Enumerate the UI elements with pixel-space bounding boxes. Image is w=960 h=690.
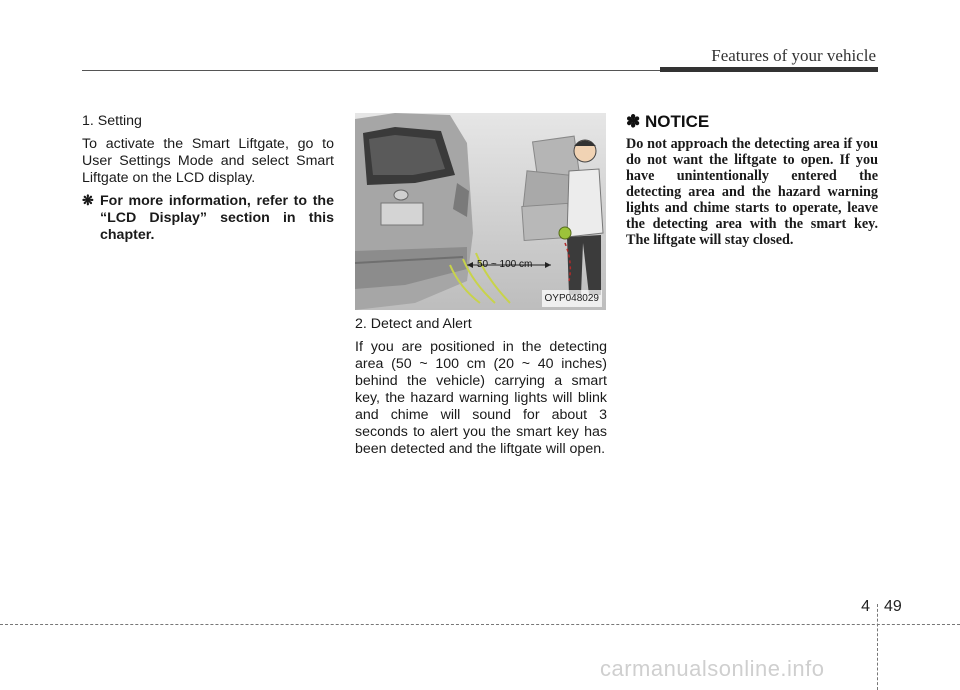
chapter-number: 4 [861,598,870,615]
column-setting [82,113,334,244]
reference-note [82,193,334,244]
setting-body: To activate the Smart Liftgate, go to User Settings Mode and select Smart Liftgate on the LCD display. [82,136,334,186]
column-detect-alert [355,113,607,458]
detect-heading: 2. Detect and Alert [355,316,472,332]
note-text: For more information, refer to the “LCD Display” section in this chapter. [100,193,334,243]
notice-body: Do not approach the detecting area if you do not want the liftgate to open. If you have unintentionally entered the detecting area and the hazard warning lights and chime starts to operate, leave the detecting area with the smart key. The liftgate will stay closed. [626,136,878,248]
notice-heading [626,113,878,130]
figure-code: OYP048029 [542,290,603,307]
footer-rule [0,624,960,625]
footer-divider [877,604,878,690]
column-notice [626,113,878,248]
setting-heading: 1. Setting [82,113,142,129]
watermark: carmanualsonline.info [600,656,825,681]
section-title: Features of your vehicle [711,46,876,65]
distance-label: 50 ~ 100 cm [477,259,533,270]
detect-body: If you are positioned in the detecting area (50 ~ 100 cm (20 ~ 40 inches) behind the vehicle) carrying a smart key, the hazard warning lights will blink and chime will sound for about 3 seconds to alert you the smart key has been detected and the liftgate will open. [355,339,607,457]
note-mark-icon: ❋ [82,193,94,209]
notice-title: NOTICE [644,112,710,131]
liftgate-illustration [355,113,606,310]
page-number: 49 [884,598,902,615]
liftgate-illustration-graphic [355,113,606,310]
header-rule-accent [660,67,878,72]
notice-mark-icon: ✽ [626,112,641,131]
